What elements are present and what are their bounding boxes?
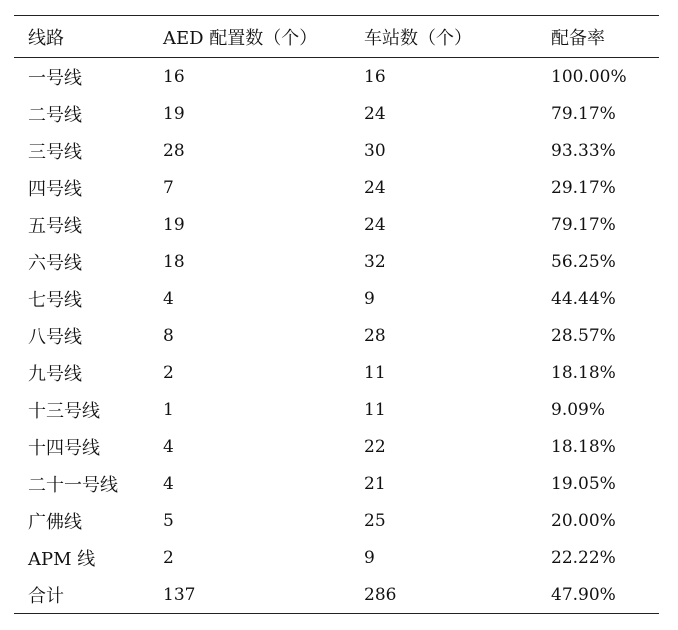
total-row	[14, 576, 659, 614]
cell-aed-count: 19	[163, 103, 185, 124]
cell-coverage-rate: 93.33%	[551, 140, 616, 161]
cell-line: 十三号线	[28, 400, 100, 422]
cell-station-count: 25	[364, 510, 386, 531]
cell-aed-count: 8	[163, 325, 174, 346]
cell-line: 广佛线	[28, 511, 82, 533]
cell-station-count: 9	[364, 288, 375, 309]
table-row	[14, 354, 659, 391]
cell-coverage-rate: 79.17%	[551, 214, 616, 235]
table-row	[14, 391, 659, 428]
table-row	[14, 58, 659, 96]
cell-station-count: 28	[364, 325, 386, 346]
cell-station-count: 11	[364, 399, 386, 420]
cell-coverage-rate: 18.18%	[551, 362, 616, 383]
cell-station-count: 22	[364, 436, 386, 457]
cell-aed-count: 19	[163, 214, 185, 235]
cell-station-count: 21	[364, 473, 386, 494]
table-row	[14, 132, 659, 169]
cell-aed-count: 2	[163, 547, 174, 568]
cell-coverage-rate: 18.18%	[551, 436, 616, 457]
cell-coverage-rate: 79.17%	[551, 103, 616, 124]
cell-aed-count: 16	[163, 66, 185, 87]
cell-line: 四号线	[28, 178, 82, 200]
cell-coverage-rate: 19.05%	[551, 473, 616, 494]
cell-line: 七号线	[28, 289, 82, 311]
cell-aed-count: 18	[163, 251, 185, 272]
table-row	[14, 539, 659, 576]
header-coverage-rate: 配备率	[551, 27, 605, 49]
table-row	[14, 243, 659, 280]
table-body	[14, 58, 659, 614]
cell-line: 五号线	[28, 215, 82, 237]
cell-station-count: 24	[364, 214, 386, 235]
cell-line: 三号线	[28, 141, 82, 163]
cell-line: 六号线	[28, 252, 82, 274]
cell-aed-count: 28	[163, 140, 185, 161]
cell-aed-count: 4	[163, 436, 174, 457]
header-line: 线路	[28, 27, 64, 49]
cell-line: APM 线	[28, 548, 96, 570]
cell-station-count: 16	[364, 66, 386, 87]
cell-station-count: 11	[364, 362, 386, 383]
aed-table-container	[14, 15, 659, 614]
cell-line: 十四号线	[28, 437, 100, 459]
cell-coverage-rate: 22.22%	[551, 547, 616, 568]
table-row	[14, 428, 659, 465]
cell-aed-count: 137	[163, 584, 196, 605]
cell-coverage-rate: 9.09%	[551, 399, 606, 420]
header-station-count: 车站数（个）	[364, 27, 472, 49]
cell-coverage-rate: 47.90%	[551, 584, 616, 605]
cell-station-count: 30	[364, 140, 386, 161]
cell-aed-count: 7	[163, 177, 174, 198]
table-row	[14, 169, 659, 206]
cell-line: 九号线	[28, 363, 82, 385]
cell-line: 一号线	[28, 67, 82, 89]
cell-aed-count: 2	[163, 362, 174, 383]
cell-station-count: 32	[364, 251, 386, 272]
cell-line: 合计	[28, 585, 64, 607]
cell-line: 二号线	[28, 104, 82, 126]
cell-coverage-rate: 44.44%	[551, 288, 616, 309]
aed-configuration-table	[14, 15, 659, 614]
cell-coverage-rate: 20.00%	[551, 510, 616, 531]
cell-aed-count: 4	[163, 288, 174, 309]
table-row	[14, 280, 659, 317]
cell-station-count: 24	[364, 177, 386, 198]
table-row	[14, 502, 659, 539]
header-row	[14, 16, 659, 58]
cell-aed-count: 5	[163, 510, 174, 531]
table-row	[14, 465, 659, 502]
cell-line: 二十一号线	[28, 474, 118, 496]
table-row	[14, 317, 659, 354]
table-header	[14, 16, 659, 58]
cell-station-count: 24	[364, 103, 386, 124]
cell-aed-count: 4	[163, 473, 174, 494]
cell-line: 八号线	[28, 326, 82, 348]
cell-station-count: 286	[364, 584, 397, 605]
cell-coverage-rate: 29.17%	[551, 177, 616, 198]
header-aed-count: AED 配置数（个）	[163, 27, 318, 49]
cell-coverage-rate: 56.25%	[551, 251, 616, 272]
cell-aed-count: 1	[163, 399, 174, 420]
cell-coverage-rate: 100.00%	[551, 66, 627, 87]
table-row	[14, 95, 659, 132]
cell-station-count: 9	[364, 547, 375, 568]
table-row	[14, 206, 659, 243]
cell-coverage-rate: 28.57%	[551, 325, 616, 346]
